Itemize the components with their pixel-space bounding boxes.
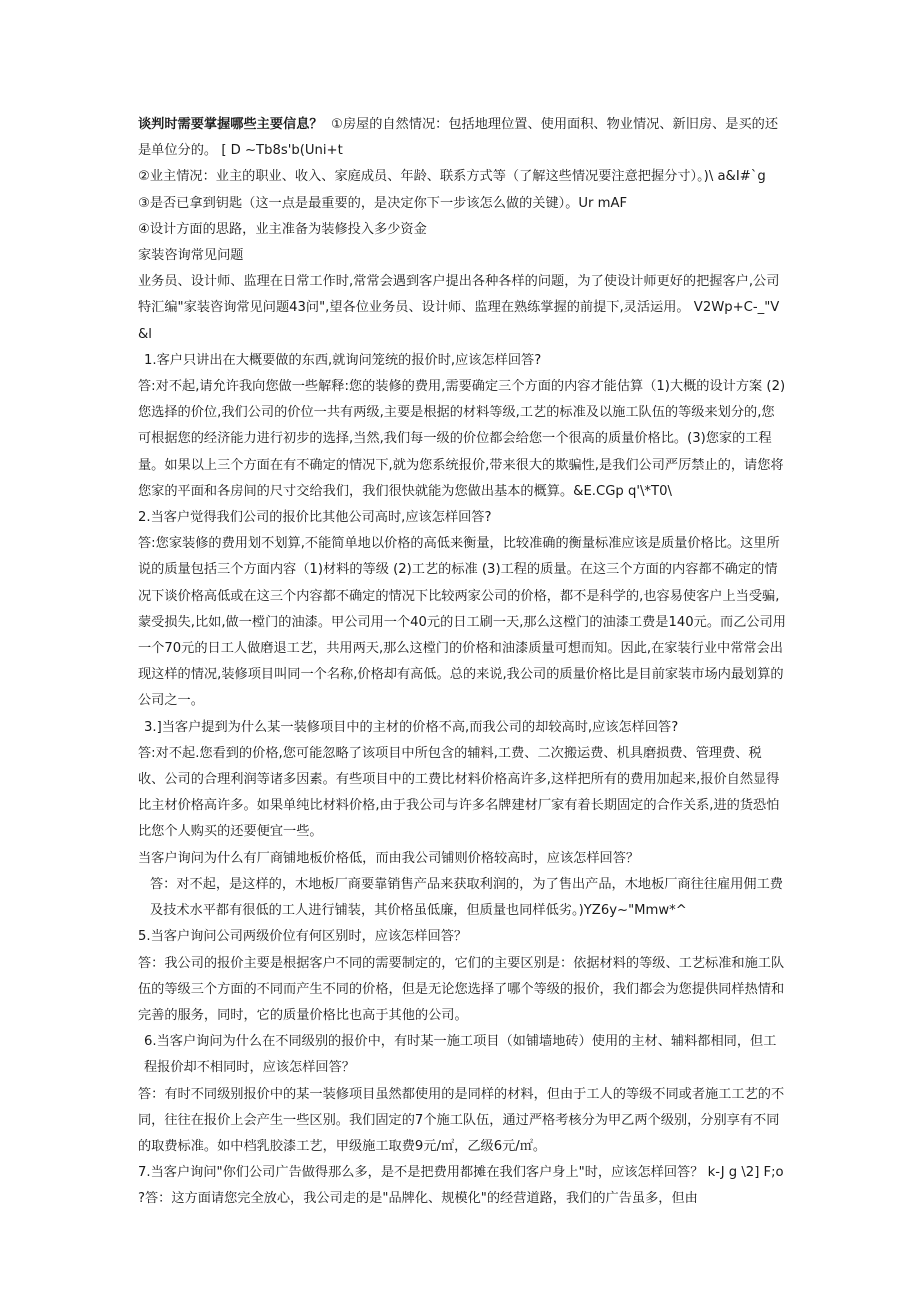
question-5: 5.当客户询问公司两级价位有何区别时，应该怎样回答？ bbox=[138, 929, 468, 945]
question-1: 1.客户只讲出在大概要做的东西,就询问笼统的报价时,应该怎样回答? bbox=[144, 352, 542, 368]
intro-text-1: ①房屋的自然情况：包括地理位置、使用面积、物业情况、新旧房、是买的还是单位分的。 [ D ~Tb8s'b(Uni+t bbox=[138, 117, 779, 159]
intro-paragraph-1 bbox=[138, 112, 786, 164]
section-intro: 业务员、设计师、监理在日常工作时,常常会遇到客户提出各种各样的问题，为了使设计师更好的把握客户,公司特汇编"家装咨询常见问题43问",望各位业务员、设计师、监理在熟练掌握的前提下,灵活运用。 V2Wp+C-_"V&l bbox=[138, 274, 780, 342]
document-body bbox=[138, 112, 786, 1213]
question-6: 6.当客户询问为什么在不同级别的报价中，有时某一施工项目（如铺墙地砖）使用的主材、辅料都相同，但工程报价却不相同时，应该怎样回答？ bbox=[144, 1034, 777, 1076]
intro-paragraph-4: ④设计方面的思路，业主准备为装修投入多少资金 bbox=[138, 221, 427, 237]
intro-paragraph-2: ②业主情况：业主的职业、收入、家庭成员、年龄、联系方式等（了解这些情况要注意把握分寸）。)\ a&I#`g bbox=[138, 169, 766, 185]
answer-2: 答:您家装修的费用划不划算,不能简单地以价格的高低来衡量，比较准确的衡量标准应该是质量价格比。这里所说的质量包括三个方面内容（1)材料的等级 (2)工艺的标准 (3)工程的质量。在这三个方面的内容都不确定的情况下谈价格高低或在这三个内容都不确定的情况下比较两家公司的价格，都不是科学的,也容易使客户上当受骗,蒙受损失,比如,做一樘门的油漆。甲公司用一个40元的日工刷一天,那么这樘门的油漆工费是140元。而乙公司用一个70元的日工人做磨退工艺，共用两天,那么这樘门的价格和油漆质量可想而知。因此,在家装行业中常常会出现这样的情况,装修项目叫同一个名称,价格却有高低。总的来说,我公司的质量价格比是目前家装市场内最划算的公司之一。 bbox=[138, 536, 786, 709]
answer-5: 答：我公司的报价主要是根据客户不同的需要制定的，它们的主要区别是：依据材料的等级、工艺标准和施工队伍的等级三个方面的不同而产生不同的价格，但是无论您选择了哪个等级的报价，我们都会为您提供同样热情和完善的服务，同时，它的质量价格比也高于其他的公司。 bbox=[138, 955, 785, 1023]
answer-1: 答:对不起,请允许我向您做一些解释:您的装修的费用,需要确定三个方面的内容才能估算（1)大概的设计方案 (2)您选择的价位,我们公司的价位一共有两级,主要是根据的材料等级,工艺的标准及以施工队伍的等级来划分的,您可根据您的经济能力进行初步的选择,当然,我们每一级的价位都会给您一个很高的质量价格比。(3)您家的工程量。如果以上三个方面在有不确定的情况下,就为您系统报价,带来很大的欺骗性,是我们公司严厉禁止的，请您将您家的平面和各房间的尺寸交给我们，我们很快就能为您做出基本的概算。&E.CGp q'\*T0\ bbox=[138, 379, 786, 499]
answer-4: 答：对不起，是这样的，木地板厂商要靠销售产品来获取利润的，为了售出产品，木地板厂商往往雇用佣工费及技术水平都有很低的工人进行铺装，其价格虽低廉，但质量也同样低劣。)YZ6y~"Mmw*^ bbox=[150, 876, 783, 919]
answer-3: 答:对不起.您看到的价格,您可能忽略了该项目中所包含的辅料,工费、二次搬运费、机具磨损费、管理费、税收、公司的合理利润等诸多因素。有些项目中的工费比材料价格高许多,这样把所有的费用加起来,报价自然显得比主材价格高许多。如果单纯比材料价格,由于我公司与许多名牌建材厂家有着长期固定的合作关系,进的货恐怕比您个人购买的还要便宜一些。 bbox=[138, 745, 780, 840]
section-title: 家装咨询常见问题 bbox=[138, 248, 244, 264]
question-3: 3.]当客户提到为什么某一装修项目中的主材的价格不高,而我公司的却较高时,应该怎样回答? bbox=[144, 719, 679, 735]
intro-title: 谈判时需要掌握哪些主要信息？ bbox=[138, 117, 323, 132]
question-4: 当客户询问为什么有厂商铺地板价格低，而由我公司铺则价格较高时，应该怎样回答？ bbox=[138, 850, 640, 866]
question-7: 7.当客户询问"你们公司广告做得那么多，是不是把费用都摊在我们客户身上"时，应该怎样回答？ k-J g \2] F;o ?答：这方面请您完全放心，我公司走的是"品牌化、规模化"的经营道路，我们的广告虽多，但由 bbox=[138, 1165, 784, 1207]
answer-6: 答：有时不同级别报价中的某一装修项目虽然都使用的是同样的材料，但由于工人的等级不同或者施工工艺的不同，往往在报价上会产生一些区别。我们固定的7个施工队伍，通过严格考核分为甲乙两个级别，分别享有不同的取费标准。如中档乳胶漆工艺，甲级施工取费9元/㎡，乙级6元/㎡。 bbox=[138, 1086, 785, 1154]
question-2: 2.当客户觉得我们公司的报价比其他公司高时,应该怎样回答? bbox=[138, 510, 492, 526]
intro-paragraph-3: ③是否已拿到钥匙（这一点是最重要的，是决定你下一步该怎么做的关键）。Ur mAF bbox=[138, 195, 628, 211]
